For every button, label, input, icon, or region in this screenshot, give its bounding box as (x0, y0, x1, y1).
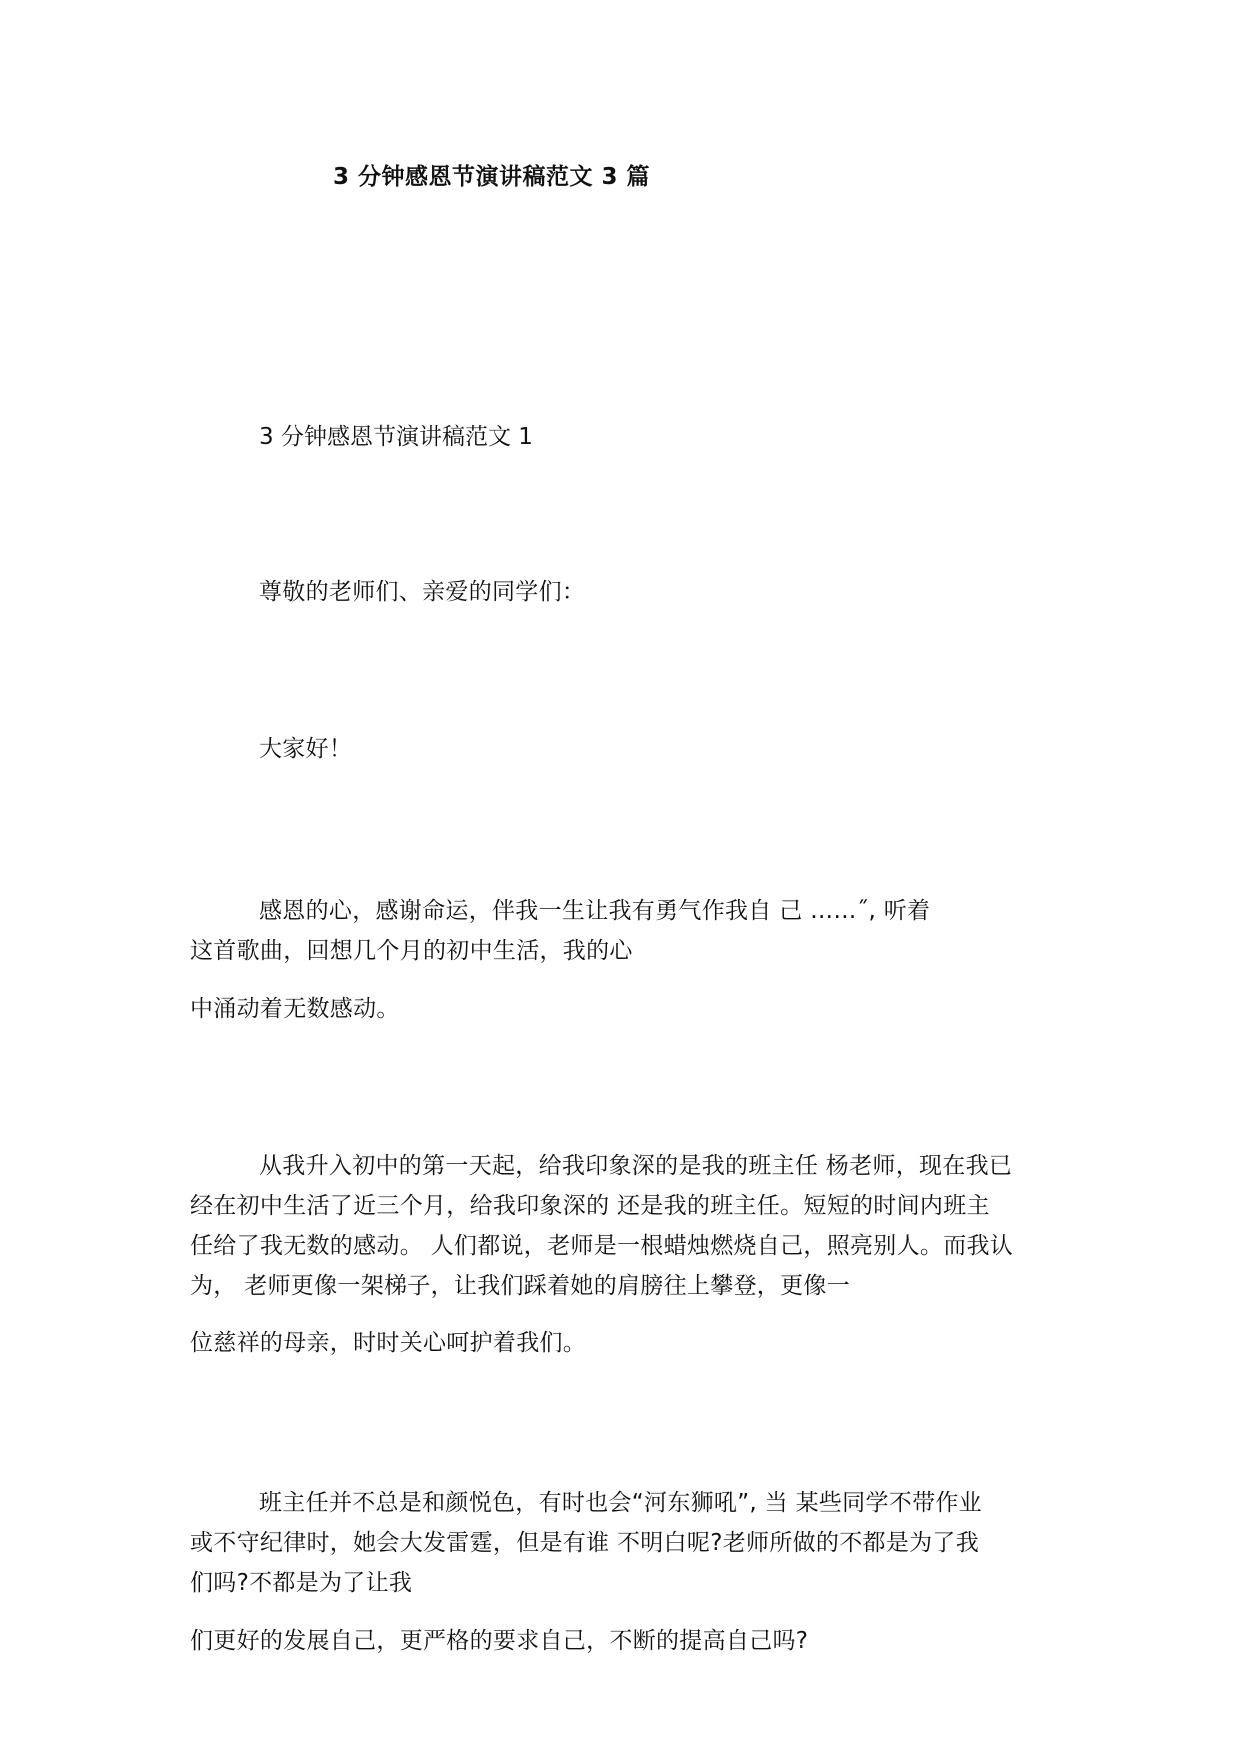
paragraph-line: 经在初中生活了近三个月，给我印象深的 还是我的班主任。短短的时间内班主 (190, 1193, 990, 1219)
paragraph-line: 任给了我无数的感动。 人们都说，老师是一根蜡烛燃烧自己，照亮别人。而我认 (190, 1233, 1014, 1259)
document-title: 3 分钟感恩节演讲稿范文 3 篇 (333, 164, 651, 190)
paragraph-line: 或不守纪律时，她会大发雷霆，但是有谁 不明白呢?老师所做的不都是为了我 (190, 1530, 980, 1556)
salutation: 尊敬的老师们、亲爱的同学们： (259, 579, 586, 605)
section-heading: 3 分钟感恩节演讲稿范文 1 (259, 424, 533, 450)
paragraph-line: 为， 老师更像一架梯子，让我们踩着她的肩膀往上攀登，更像一 (190, 1273, 851, 1299)
paragraph-line: 班主任并不总是和颜悦色，有时也会“河东狮吼”, 当 某些同学不带作业 (259, 1490, 982, 1516)
paragraph-line: 们更好的发展自己，更严格的要求自己，不断的提高自己吗? (190, 1628, 809, 1654)
paragraph-line: 位慈祥的母亲，时时关心呵护着我们。 (190, 1330, 587, 1356)
paragraph-line: 感恩的心，感谢命运，伴我一生让我有勇气作我自 己 ……˝, 听着 (259, 898, 931, 924)
greeting: 大家好！ (259, 736, 353, 762)
paragraph-line: 们吗?不都是为了让我 (190, 1570, 413, 1596)
paragraph-line: 从我升入初中的第一天起，给我印象深的是我的班主任 杨老师，现在我已 (259, 1153, 1013, 1179)
paragraph-line: 这首歌曲，回想几个月的初中生活，我的心 (190, 938, 633, 964)
paragraph-line: 中涌动着无数感动。 (190, 996, 400, 1022)
